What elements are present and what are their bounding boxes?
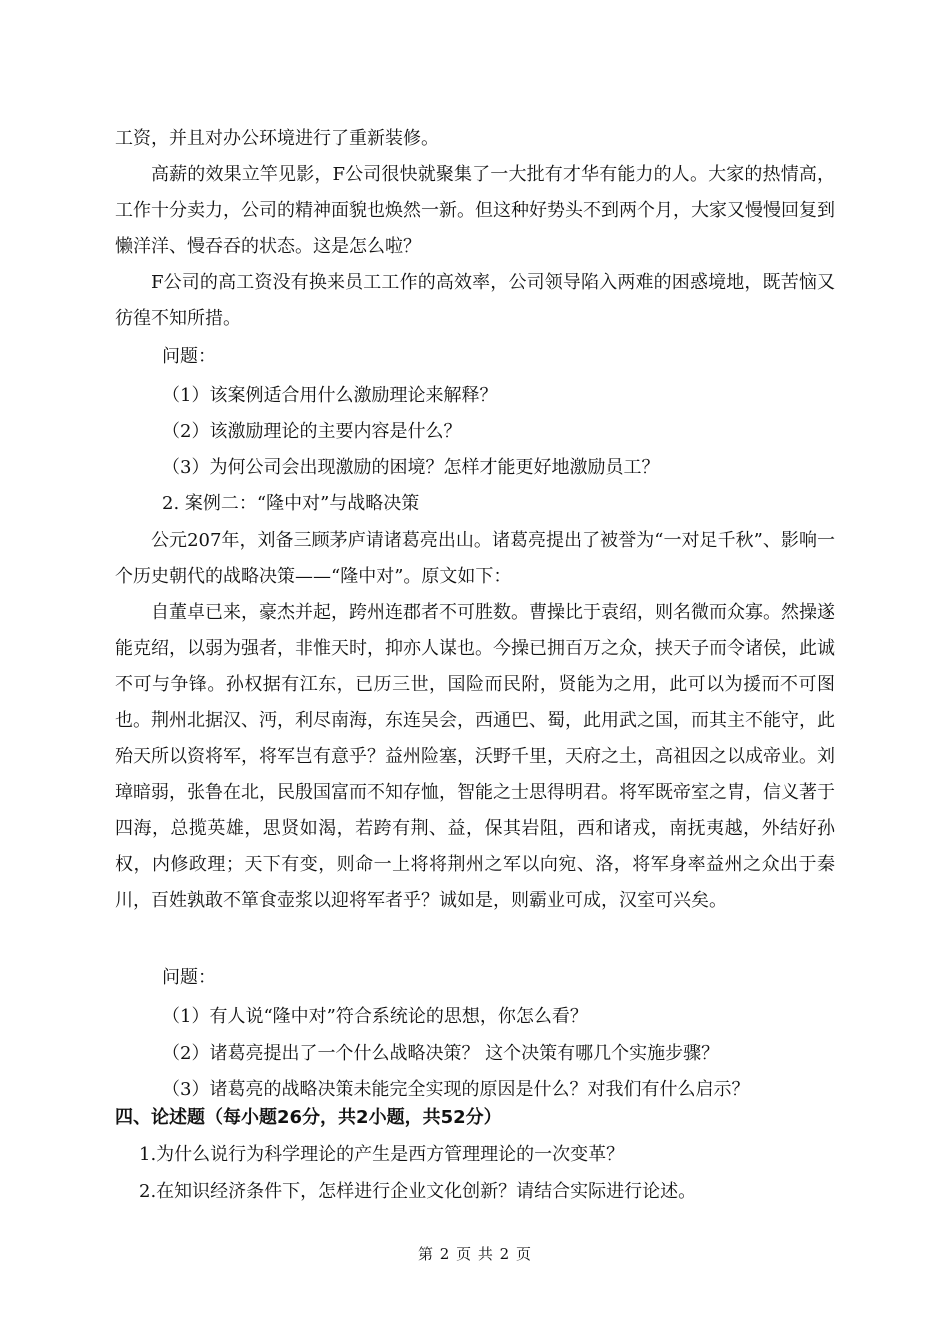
page-number-footer: 第 2 页 共 2 页 — [418, 1245, 532, 1263]
case2-question-1: （1）有人说“隆中对”符合系统论的思想，你怎么看？ — [162, 1006, 588, 1027]
case2-question-2: （2）诸葛亮提出了一个什么战略决策？ 这个决策有哪几个实施步骤？ — [162, 1043, 720, 1064]
case1-question-3: （3）为何公司会出现激励的困境？怎样才能更好地激励员工？ — [162, 457, 660, 478]
case1-question-2: （2）该激励理论的主要内容是什么？ — [162, 421, 462, 442]
case2-questions-label: 问题： — [162, 967, 216, 988]
case1-questions-label: 问题： — [162, 346, 216, 367]
section4-heading: 四、论述题（每小题26分，共2小题，共52分） — [115, 1107, 502, 1128]
case1-question-1: （1）该案例适合用什么激励理论来解释？ — [162, 385, 498, 406]
case1-para-continued: 工资，并且对办公环境进行了重新装修。 — [115, 128, 439, 149]
case1-paragraphs — [115, 157, 835, 337]
case2-title: 2. 案例二：“隆中对”与战略决策 — [162, 493, 420, 514]
case1-para3: F公司的高工资没有换来员工工作的高效率，公司领导陷入两难的困惑境地，既苦恼又彷徨不知所措。 — [115, 272, 835, 329]
case2-intro-block — [115, 523, 835, 595]
case2-question-3: （3）诸葛亮的战略决策未能完全实现的原因是什么？对我们有什么启示？ — [162, 1079, 750, 1100]
case1-para2: 高薪的效果立竿见影，F公司很快就聚集了一大批有才华有能力的人。大家的热情高，工作十分卖力，公司的精神面貌也焕然一新。但这种好势头不到两个月，大家又慢慢回复到懒洋洋、慢吞吞的状态。这是怎么啦？ — [115, 164, 835, 257]
section4-item-1: 1.为什么说行为科学理论的产生是西方管理理论的一次变革？ — [139, 1144, 625, 1165]
case2-original-block — [115, 595, 835, 919]
case2-intro: 公元207年，刘备三顾茅庐请诸葛亮出山。诸葛亮提出了被誉为“一对足千秋”、影响一个历史朝代的战略决策——“隆中对”。原文如下： — [115, 530, 835, 587]
case2-original-text: 自董卓已来，豪杰并起，跨州连郡者不可胜数。曹操比于袁绍，则名微而众寡。然操遂能克绍，以弱为强者，非惟天时，抑亦人谋也。今操已拥百万之众，挟天子而令诸侯，此诚不可与争锋。孙权据有江东，已历三世，国险而民附，贤能为之用，此可以为援而不可图也。荆州北据汉、沔，利尽南海，东连吴会，西通巴、蜀，此用武之国，而其主不能守，此殆天所以资将军，将军岂有意乎？益州险塞，沃野千里，天府之土，高祖因之以成帝业。刘璋暗弱，张鲁在北，民殷国富而不知存恤，智能之士思得明君。将军既帝室之胄，信义著于四海，总揽英雄，思贤如渴，若跨有荆、益，保其岩阻，西和诸戎，南抚夷越，外结好孙权，内修政理；天下有变，则命一上将将荆州之军以向宛、洛，将军身率益州之众出于秦川，百姓孰敢不箪食壶浆以迎将军者乎？诚如是，则霸业可成，汉室可兴矣。 — [115, 602, 835, 911]
section4-item-2: 2.在知识经济条件下，怎样进行企业文化创新？请结合实际进行论述。 — [139, 1181, 697, 1202]
